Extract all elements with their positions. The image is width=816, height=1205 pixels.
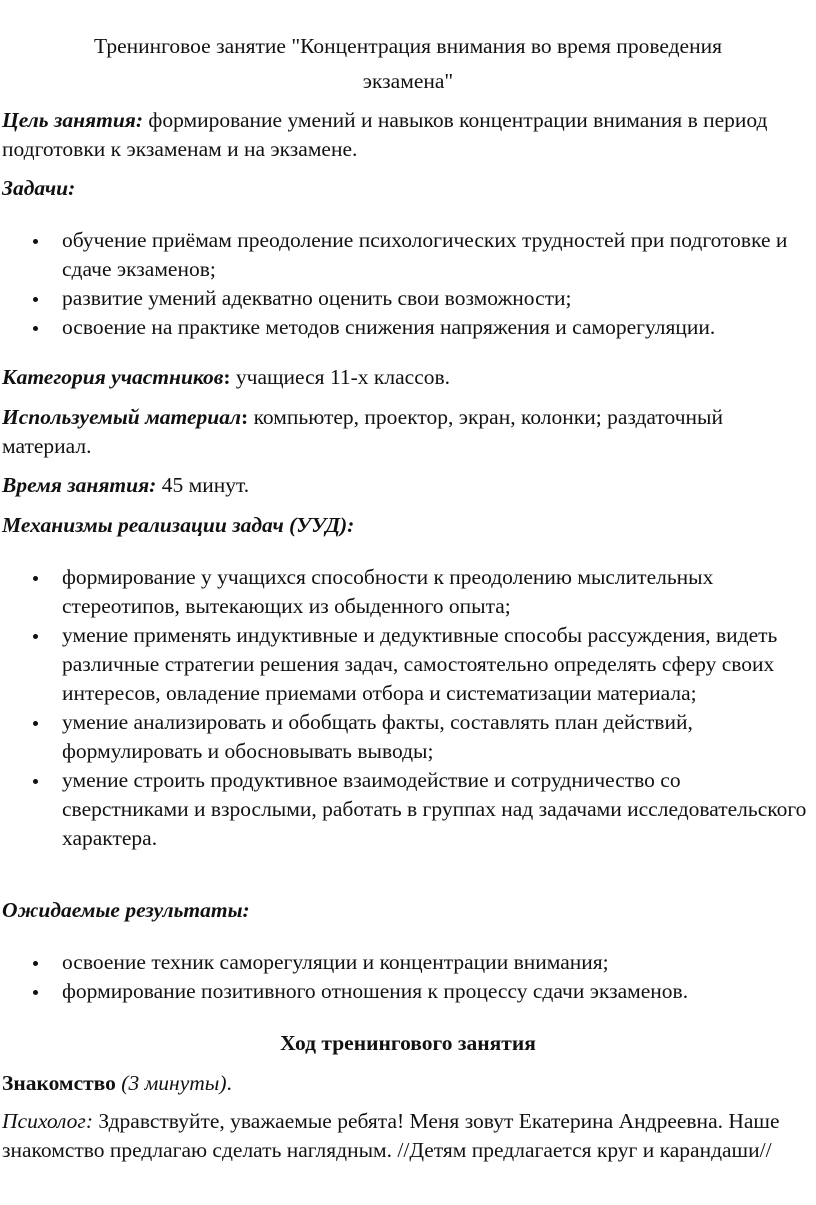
course-heading: Ход тренингового занятия — [280, 1031, 536, 1055]
goal-label: Цель занятия: — [2, 108, 144, 132]
list-item: формирование позитивного отношения к процессу сдачи экзаменов. — [0, 977, 812, 1006]
material-text: компьютер, проектор, экран, колонки; раздаточный материал. — [2, 405, 723, 458]
list-item: умение анализировать и обобщать факты, составлять план действий, формулировать и обосновывать выводы; — [0, 708, 812, 766]
participants-label: Категория участников — [2, 365, 224, 389]
results-heading — [2, 896, 812, 925]
psychologist-text: Здравствуйте, уважаемые ребята! Меня зовут Екатерина Андреевна. Наше знакомство предлагаю сделать наглядным. //Детям предлагается круг и карандаши// — [2, 1109, 780, 1162]
participants-colon: : — [223, 365, 231, 389]
intro-paragraph — [2, 1069, 812, 1098]
list-item: обучение приёмам преодоление психологических трудностей при подготовке и сдаче экзаменов; — [0, 226, 812, 284]
title-line-2: экзамена" — [362, 69, 454, 93]
tasks-heading — [2, 174, 812, 203]
time-label: Время занятия: — [2, 473, 157, 497]
mechanisms-list — [0, 563, 812, 853]
goal-paragraph — [2, 106, 812, 164]
participants-paragraph — [2, 363, 812, 392]
results-label: Ожидаемые результаты: — [2, 898, 250, 922]
goal-text: формирование умений и навыков концентрации внимания в период подготовки к экзаменам и на экзамене. — [2, 108, 768, 161]
results-list — [0, 948, 812, 1006]
material-paragraph — [2, 403, 812, 461]
document-title — [0, 29, 816, 99]
tasks-label: Задачи: — [2, 176, 76, 200]
mechanisms-label: Механизмы реализации задач (УУД): — [2, 513, 355, 537]
intro-label: Знакомство — [2, 1071, 116, 1095]
list-item: умение применять индуктивные и дедуктивные способы рассуждения, видеть различные стратегии решения задач, самостоятельно определять сферу своих интересов, овладение приемами отбора и систематизации материала; — [0, 621, 812, 708]
time-text: 45 минут. — [156, 473, 250, 497]
title-line-1: Тренинговое занятие "Концентрация внимания во время проведения — [94, 34, 722, 58]
list-item: формирование у учащихся способности к преодолению мыслительных стереотипов, вытекающих из обыденного опыта; — [0, 563, 812, 621]
time-paragraph — [2, 471, 812, 500]
participants-text: учащиеся 11-х классов. — [230, 365, 451, 389]
intro-dot: . — [226, 1071, 232, 1095]
list-item: освоение на практике методов снижения напряжения и саморегуляции. — [0, 313, 812, 342]
list-item: развитие умений адекватно оценить свои возможности; — [0, 284, 812, 313]
list-item: освоение техник саморегуляции и концентрации внимания; — [0, 948, 812, 977]
psychologist-paragraph — [2, 1107, 812, 1165]
intro-duration: (3 минуты) — [121, 1071, 227, 1095]
list-item: умение строить продуктивное взаимодействие и сотрудничество со сверстниками и взрослыми, работать в группах над задачами исследовательского характера. — [0, 766, 812, 853]
mechanisms-heading — [2, 511, 812, 540]
psychologist-label: Психолог: — [2, 1109, 93, 1133]
tasks-list — [0, 226, 812, 342]
material-colon: : — [241, 405, 249, 429]
material-label: Используемый материал — [2, 405, 242, 429]
